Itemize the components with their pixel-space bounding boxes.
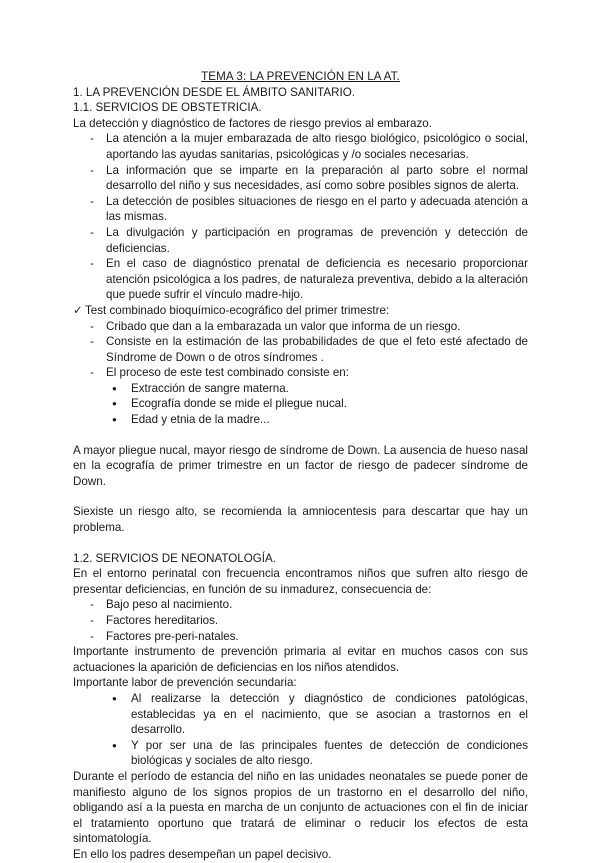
list-item: - Factores pre-peri-natales. [73, 629, 528, 645]
list-item: - La divulgación y participación en programas de prevención y detección de deficiencias. [73, 225, 528, 256]
list-item: ● Extracción de sangre materna. [106, 381, 528, 397]
document-title: TEMA 3: LA PREVENCIÓN EN LA AT. [201, 70, 400, 83]
list-item: ● Y por ser una de las principales fuentes de detección de condiciones biológicas y sociales de alto riesgo. [106, 738, 528, 769]
list-item: - En el caso de diagnóstico prenatal de deficiencia es necesario proporcionar atención psicológica a los padres, de naturaleza preventiva, debido a la alteración que puede sufrir el vínculo madre-hijo. [73, 256, 528, 303]
paragraph-neonatal-stay: Durante el período de estancia del niño en las unidades neonatales se puede poner de manifiesto alguno de los signos propios de un trastorno en el desarrollo del niño, obligando así a la puesta en marcha de un conjunto de actuaciones con el fin de iniciar el tratamiento oportuno que tratará de eliminar o reducir los efectos de esta sintomatología. [73, 769, 528, 846]
test-list [73, 319, 528, 381]
obstetrics-list [73, 131, 528, 303]
test-heading-text: Test combinado bioquímico-ecográfico del primer trimestre: [85, 303, 390, 317]
test-heading [73, 303, 528, 319]
document-page [73, 69, 528, 863]
section-heading-1: 1. LA PREVENCIÓN DESDE EL ÁMBITO SANITARIO. [73, 85, 355, 99]
primary-prevention-text: Importante instrumento de prevención primaria al evitar en muchos casos con sus actuaciones la aparición de deficiencias en los niños atendidos. [73, 645, 528, 674]
list-item: - La atención a la mujer embarazada de alto riesgo biológico, psicológico o social, aportando las ayudas sanitarias, psicológicas y /o sociales necesarias. [73, 131, 528, 162]
list-item: - La detección de posibles situaciones de riesgo en el parto y adecuada atención a las mismas. [73, 194, 528, 225]
checkmark-icon: ✓ [73, 303, 83, 317]
intro-text: La detección y diagnóstico de factores de riesgo previos al embarazo. [73, 116, 432, 130]
list-item: ● Al realizarse la detección y diagnóstico de condiciones patológicas, establecidas ya en el nacimiento, que se asocian a trastornos en el desarrollo. [106, 691, 528, 738]
neonatology-list [73, 597, 528, 644]
list-item: - Factores hereditarios. [73, 613, 528, 629]
list-item: - La información que se imparte en la preparación al parto sobre el normal desarrollo del niño y sus necesidades, así como sobre posibles signos de alerta. [73, 163, 528, 194]
list-item: - Bajo peso al nacimiento. [73, 597, 528, 613]
section-heading-1-1: 1.1. SERVICIOS DE OBSTETRICIA. [73, 101, 262, 115]
neonatology-intro: En el entorno perinatal con frecuencia encontramos niños que sufren alto riesgo de presentar deficiencias, en función de su inmadurez, consecuencia de: [73, 567, 528, 596]
process-list [106, 381, 528, 428]
list-item: ● Ecografía donde se mide el pliegue nucal. [106, 396, 528, 412]
list-item: ● Edad y etnia de la madre... [106, 412, 528, 428]
section-heading-1-2: 1.2. SERVICIOS DE NEONATOLOGÍA. [73, 551, 276, 565]
paragraph-amniocentesis: Siexiste un riesgo alto, se recomienda la amniocentesis para descartar que hay un problema. [73, 505, 528, 535]
list-item: - Cribado que dan a la embarazada un valor que informa de un riesgo. [73, 319, 528, 335]
secondary-prevention-heading: Importante labor de prevención secundaria: [73, 676, 297, 690]
secondary-prevention-list [106, 691, 528, 769]
list-item: - Consiste en la estimación de las probabilidades de que el feto esté afectado de Síndrome de Down o de otros síndromes . [73, 334, 528, 365]
list-item: - El proceso de este test combinado consiste en: [73, 365, 528, 381]
paragraph-down-syndrome: A mayor pliegue nucal, mayor riesgo de síndrome de Down. La ausencia de hueso nasal en la ecografía de primer trimestre en un factor de riesgo de padecer síndrome de Down. [73, 443, 529, 488]
paragraph-parents: En ello los padres desempeñan un papel decisivo. [73, 847, 332, 861]
